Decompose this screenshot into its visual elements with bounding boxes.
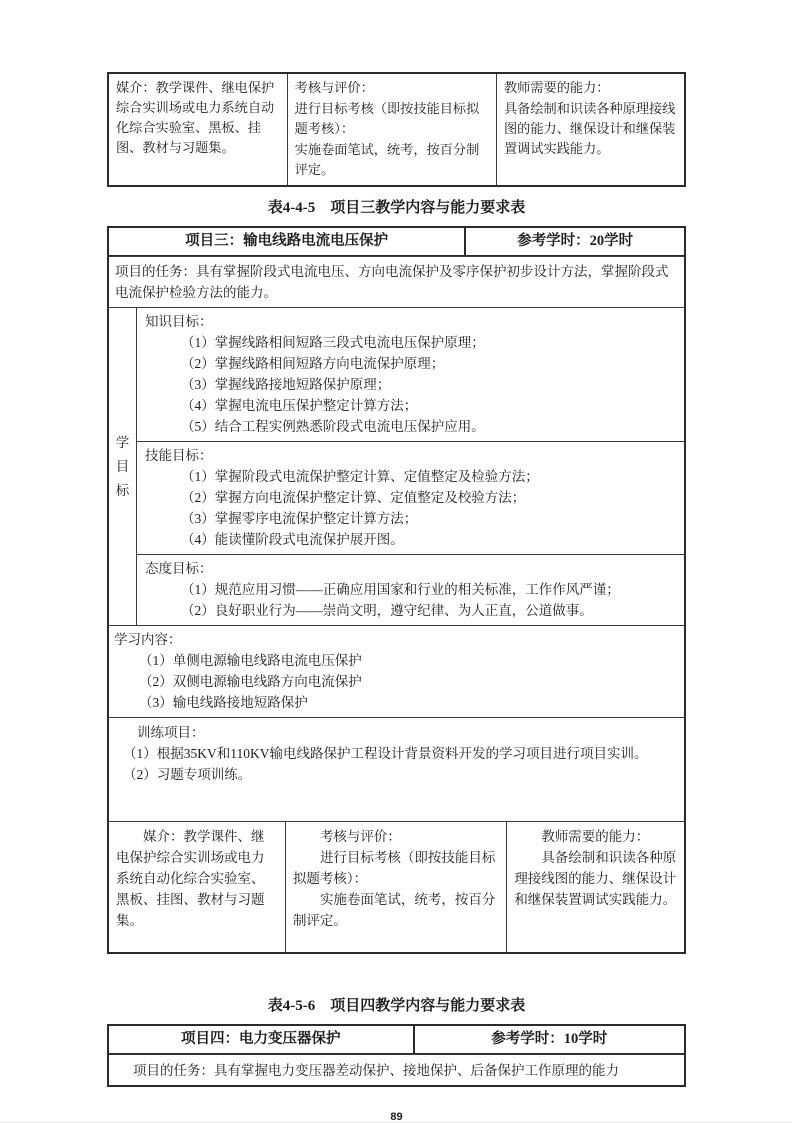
knowledge-goal-item: （1）掌握线路相间短路三段式电流电压保护原理； [181, 335, 485, 350]
page-number: 89 [390, 1111, 403, 1123]
table1-task-row [109, 256, 684, 307]
table1-header-row [109, 228, 684, 256]
teacher-line: 教师需要的能力： [541, 829, 650, 844]
goals-body [137, 308, 684, 625]
attitude-goals-label: 态度目标： [145, 561, 213, 576]
table1 [107, 226, 686, 954]
skill-goal-item: （3）掌握零序电流保护整定计算方法； [181, 511, 418, 526]
learning-item: （1）单侧电源输电线路电流电压保护 [139, 653, 362, 668]
training-label: 训练项目： [137, 725, 205, 740]
teacher-line: 具备绘制和识读各种原理接线图的能力、继保设计和继保装置调试实践能力。 [514, 850, 677, 907]
top-teacher-line: 教师需要的能力： [503, 80, 610, 95]
goals-label-char: 目 [115, 459, 130, 474]
teacher-cell [506, 822, 684, 952]
table1-task-text: 项目的任务：具有掌握阶段式电流电压、方向电流保护及零序保护初步设计方法，掌握阶段式电流保护检验方法的能力。 [115, 264, 669, 300]
skill-goal-item: （4）能读懂阶段式电流保护展开图。 [181, 532, 404, 547]
table1-media-row [109, 821, 684, 952]
knowledge-goal-item: （3）掌握线路接地短路保护原理； [181, 377, 391, 392]
skill-goals-section [137, 441, 684, 554]
assessment-line: 考核与评价： [319, 829, 401, 844]
table2-hours: 参考学时：10学时 [413, 1026, 684, 1053]
skill-goals-label: 技能目标： [145, 448, 213, 463]
table1-hours: 参考学时：20学时 [464, 228, 684, 255]
top-assessment-line: 考核与评价： [294, 80, 374, 95]
assessment-cell [285, 822, 506, 952]
top-teacher-cell [496, 74, 684, 185]
attitude-goal-item: （2）良好职业行为——崇尚文明，遵守纪律、为人正直，公道做事。 [181, 603, 593, 618]
top-media-cell [109, 74, 287, 185]
goals-label-char: 学 [115, 435, 130, 450]
table2 [107, 1024, 686, 1087]
skill-goal-item: （1）掌握阶段式电流保护整定计算、定值整定及检验方法； [181, 469, 539, 484]
top-teacher-line: 具备绘制和识读各种原理接线图的能力、继保设计和继保装置调试实践能力。 [503, 101, 676, 156]
knowledge-goal-item: （5）结合工程实例熟悉阶段式电流电压保护应用。 [181, 419, 485, 434]
knowledge-goal-item: （2）掌握线路相间短路方向电流保护原理； [181, 356, 445, 371]
top-assessment-line: 进行目标考核（即按技能目标拟题考核）： [294, 101, 480, 136]
table1-training-row [109, 717, 684, 821]
table1-learning-row [109, 625, 684, 717]
top-assessment-line: 实施卷面笔试，统考，按百分制评定。 [294, 142, 480, 177]
top-assessment-cell [287, 74, 496, 185]
table1-project-title: 项目三：输电线路电流电压保护 [185, 233, 389, 249]
table2-caption: 表4-5-6 项目四教学内容与能力要求表 [267, 998, 526, 1014]
goals-label-char: 标 [115, 483, 130, 498]
knowledge-goals-label: 知识目标： [145, 314, 213, 329]
top-media-row [109, 74, 684, 185]
knowledge-goals-section [137, 308, 684, 441]
top-media-table [107, 72, 686, 187]
learning-item: （3）输电线路接地短路保护 [139, 695, 308, 710]
assessment-line: 进行目标考核（即按技能目标拟题考核）： [292, 850, 496, 886]
media-text: 媒介：教学课件、继电保护综合实训场或电力系统自动化综合实验室、黑板、挂图、教材与习题集。 [116, 829, 265, 928]
table2-header-row [109, 1026, 684, 1054]
assessment-line: 实施卷面笔试，统考，按百分制评定。 [292, 892, 496, 928]
table2-project-title: 项目四：电力变压器保护 [181, 1031, 341, 1047]
learning-item: （2）双侧电源输电线路方向电流保护 [139, 674, 362, 689]
top-media-text: 媒介：教学课件、继电保护综合实训场或电力系统自动化综合实验室、黑板、挂图、教材与习题集。 [116, 80, 275, 155]
learning-label: 学习内容： [114, 632, 182, 647]
table1-caption: 表4-4-5 项目三教学内容与能力要求表 [267, 200, 526, 216]
attitude-goals-section [137, 554, 684, 625]
goals-vertical-label [109, 308, 137, 625]
table2-task-row [109, 1054, 684, 1085]
table1-goals-row [109, 307, 684, 625]
training-item: （2）习题专项训练。 [123, 767, 252, 782]
table2-task-text: 项目的任务：具有掌握电力变压器差动保护、接地保护、后备保护工作原理的能力 [133, 1063, 619, 1078]
media-cell [109, 822, 285, 952]
skill-goal-item: （2）掌握方向电流保护整定计算、定值整定及校验方法； [181, 490, 526, 505]
training-item: （1）根据35KV和110KV输电线路保护工程设计背景资料开发的学习项目进行项目实训。 [123, 746, 648, 761]
attitude-goal-item: （1）规范应用习惯——正确应用国家和行业的相关标准，工作作风严谨； [181, 582, 620, 597]
knowledge-goal-item: （4）掌握电流电压保护整定计算方法； [181, 398, 418, 413]
